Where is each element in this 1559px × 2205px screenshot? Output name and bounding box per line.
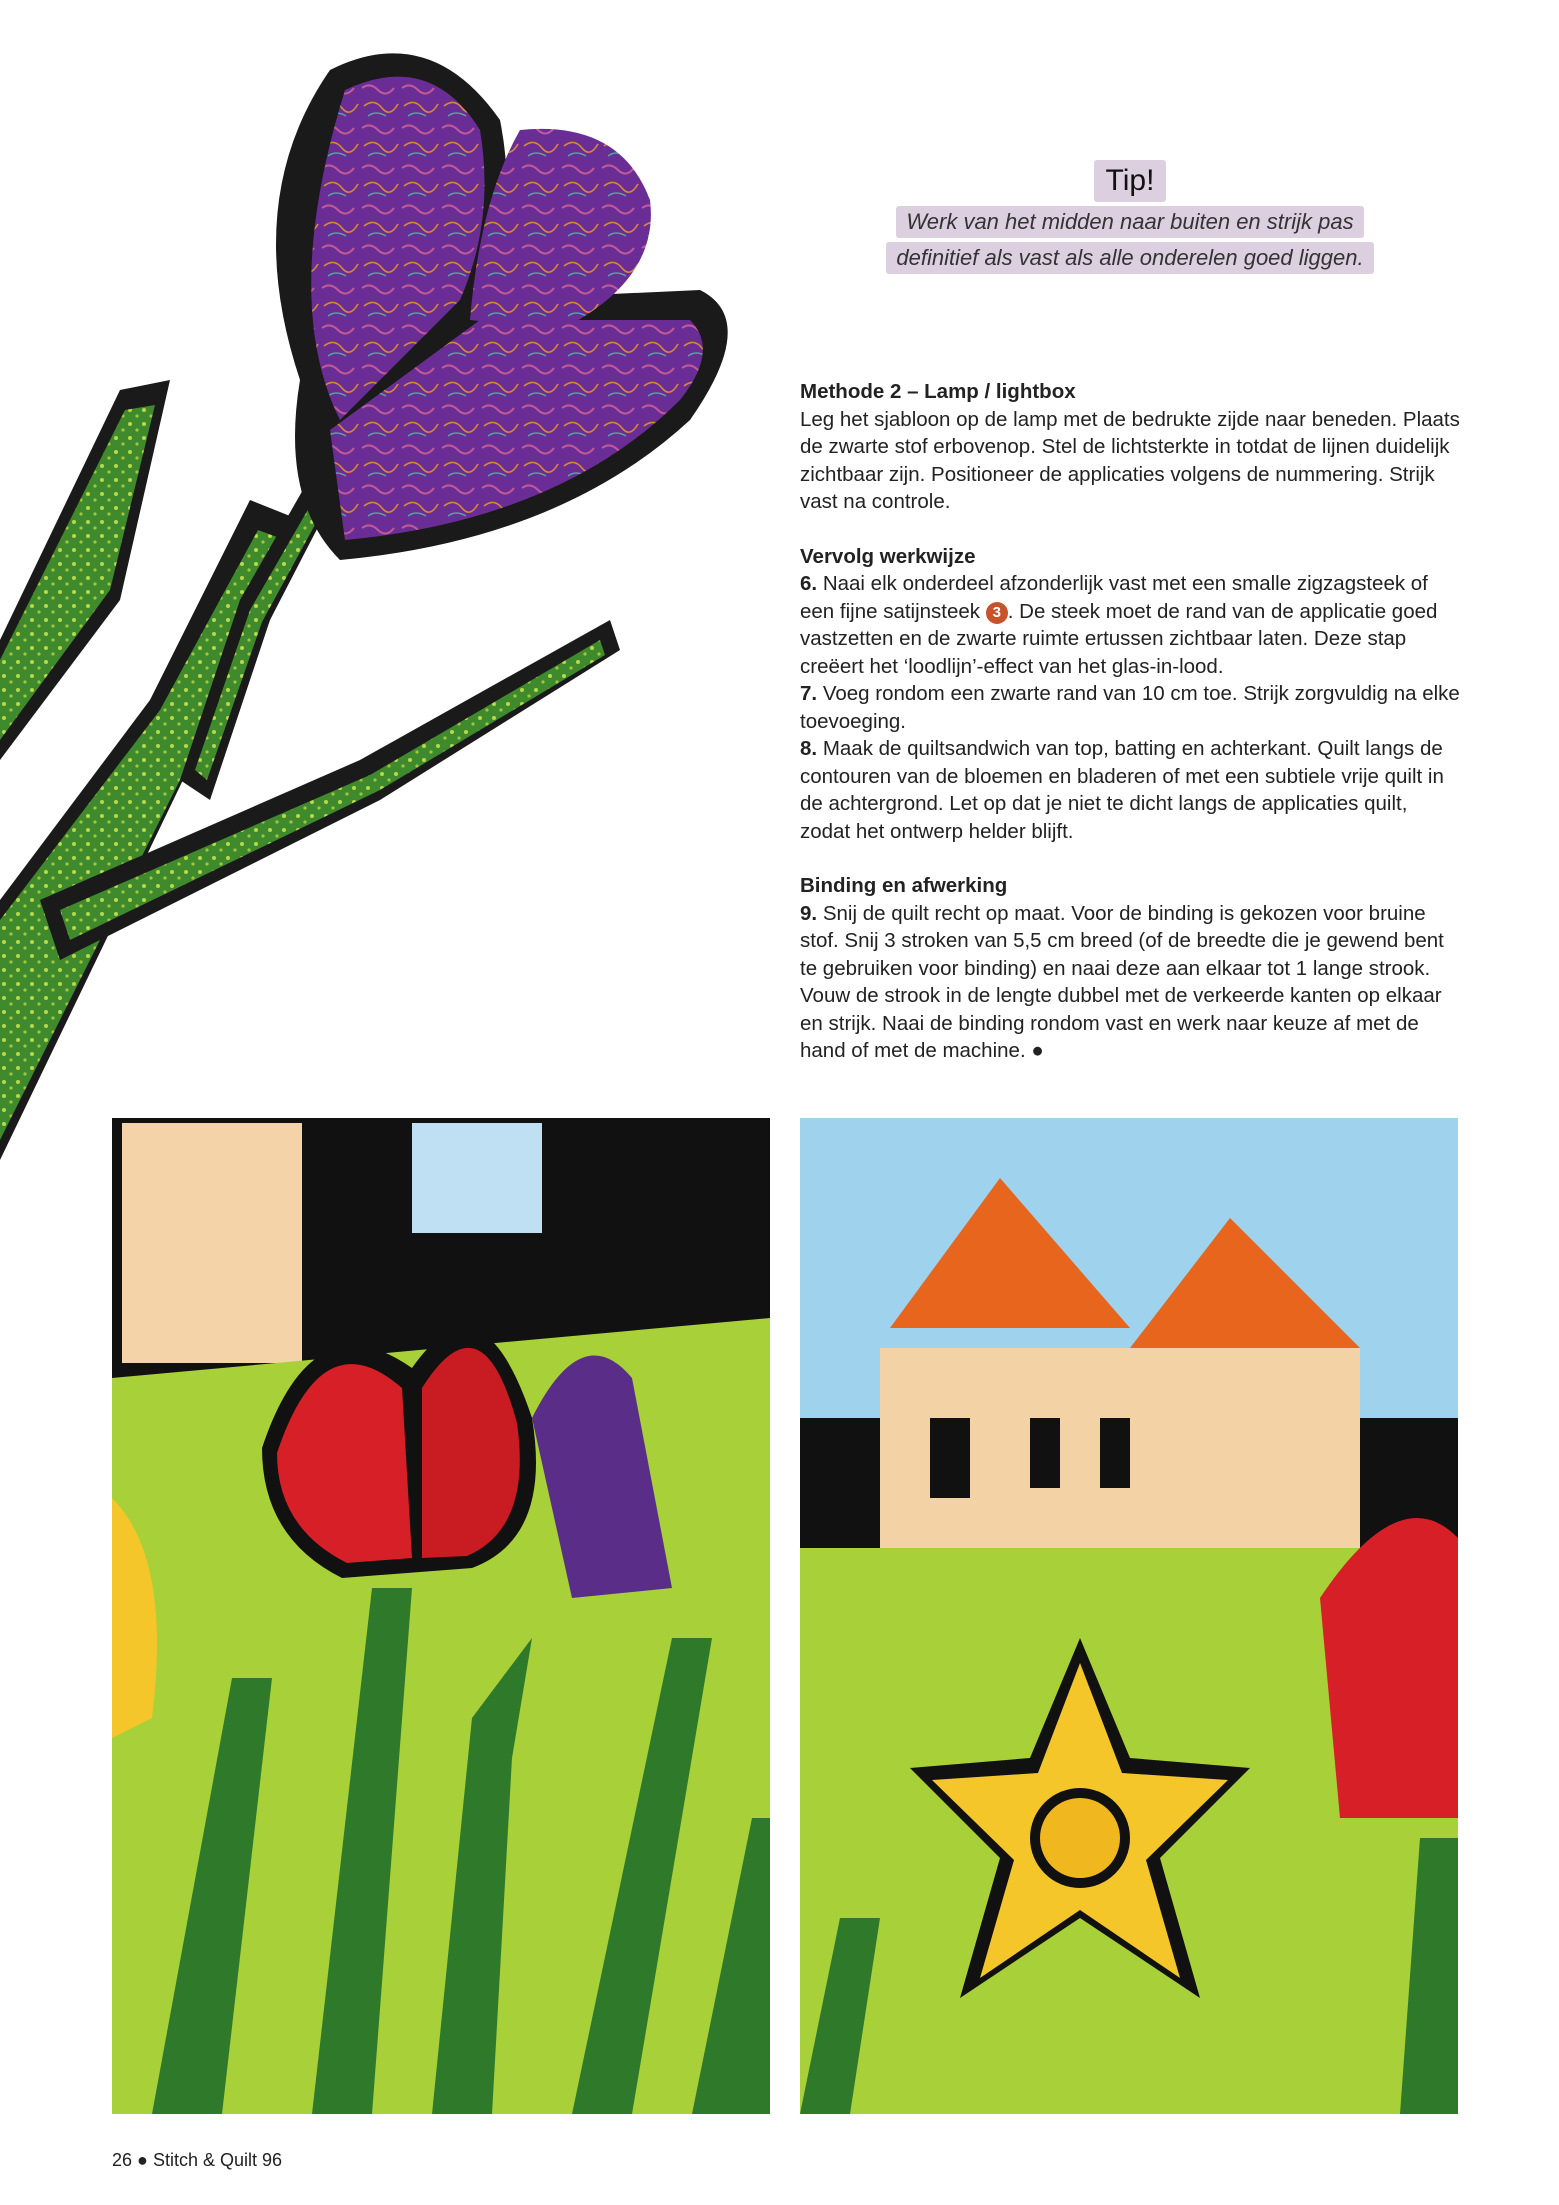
step-text: Maak de quiltsandwich van top, batting en achterkant. Quilt langs de contouren van de bloemen en bladeren of met een subtiele vrije quilt in de achtergrond. Let op dat je niet te dicht langs de applicaties quilt, zodat het ontwerp helder blijft. (800, 737, 1444, 843)
section-heading-method2: Methode 2 – Lamp / lightbox (800, 380, 1076, 403)
tulip-quilt-photo (112, 1118, 770, 2114)
page-number: 26 (112, 2150, 133, 2170)
step-text: Voeg rondom een zwarte rand van 10 cm toe. Strijk zorgvuldig na elke toevoeging. (800, 682, 1460, 733)
step-9 (800, 900, 1460, 1065)
house-daffodil-quilt-photo (800, 1118, 1458, 2114)
step-7 (800, 680, 1460, 735)
step-text: . De steek moet de rand van de applicatie goed vastzetten en de zwarte ruimte ertussen zichtbaar laten. Deze stap creëert het ‘loodlijn’-effect van het glas-in-lood. (800, 599, 1438, 678)
step-6 (800, 570, 1460, 680)
footer-separator: ● (137, 2150, 148, 2170)
section-heading-binding: Binding en afwerking (800, 874, 1008, 897)
step-number: 6. (800, 572, 818, 595)
crocus-applique-image (0, 0, 760, 1180)
step-text: Snij de quilt recht op maat. Voor de binding is gekozen voor bruine stof. Snij 3 stroken van 5,5 cm breed (of de breedte die je gewend bent te gebruiken voor binding) en naai deze aan elkaar tot 1 lange strook. Vouw de strook in de lengte dubbel met de verkeerde kanten op elkaar en strijk. Naai de binding rondom vast en werk naar keuze af met de hand of met de machine. (800, 901, 1444, 1062)
method2-paragraph: Leg het sjabloon op de lamp met de bedrukte zijde naar beneden. Plaats de zwarte stof erbovenop. Stel de lichtsterkte in totdat de lijnen duidelijk zichtbaar zijn. Positioneer de applicaties volgens de nummering. Strijk vast na controle. (800, 407, 1460, 513)
tip-text-line-1: Werk van het midden naar buiten en strijk pas (896, 206, 1363, 238)
tip-box (870, 160, 1390, 274)
magazine-name: Stitch & Quilt 96 (152, 2150, 282, 2170)
tip-title: Tip! (1094, 160, 1167, 202)
step-badge: 3 (986, 602, 1008, 624)
step-number: 8. (800, 737, 818, 760)
tip-text-line-2: definitief als vast als alle onderelen goed liggen. (886, 242, 1373, 274)
end-mark: ● (1031, 1039, 1044, 1062)
step-number: 7. (800, 682, 818, 705)
step-text: Naai elk onderdeel afzonderlijk vast met een smalle zigzagsteek of een fijne satijnsteek (800, 572, 1428, 623)
step-number: 9. (800, 901, 818, 925)
section-heading-continue: Vervolg werkwijze (800, 544, 976, 568)
step-8 (800, 735, 1460, 845)
page-footer (112, 2150, 282, 2171)
article-body (800, 378, 1460, 1065)
